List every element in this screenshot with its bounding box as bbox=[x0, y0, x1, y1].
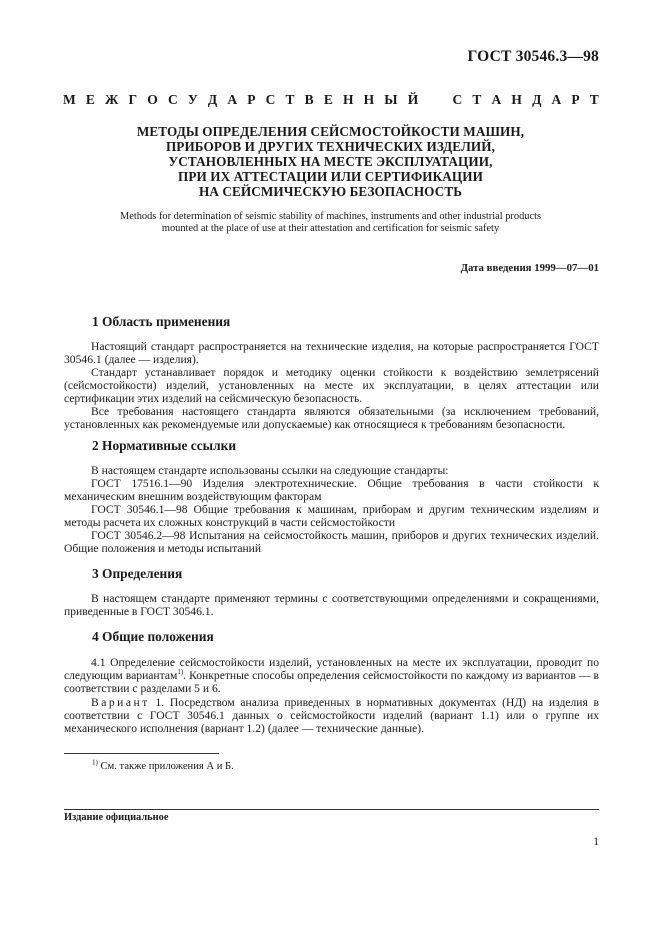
standard-banner bbox=[63, 92, 599, 108]
banner-letter: Т bbox=[589, 92, 599, 107]
title-line: НА СЕЙСМИЧЕСКУЮ БЕЗОПАСНОСТЬ bbox=[198, 184, 463, 199]
banner-letter: Д bbox=[532, 92, 542, 107]
banner-letter: Т bbox=[285, 92, 295, 107]
english-title bbox=[0, 211, 661, 235]
footnote-reference: 1) bbox=[177, 668, 184, 677]
banner-letter: У bbox=[187, 92, 198, 107]
banner-word-gap bbox=[428, 92, 442, 108]
banner-letter: Т bbox=[472, 92, 482, 107]
paragraph-text: 4.1 Определение сейсмостойкости изделий, установленных на месте их эксплуатации, проводит по следующим вариантам bbox=[64, 656, 599, 683]
section-1-paragraph: Стандарт устанавливает порядок и методику оценки стойкости к воздействию землетрясений (сейсмостойкости) изделий, установленных на месте их эксплуатации, в целях аттестации или сертификации этих изделий на сейсмическую безопасность. bbox=[64, 366, 599, 406]
banner-letter: В bbox=[304, 92, 314, 107]
section-1-paragraph: Настоящий стандарт распространяется на технические изделия, на которые распространяется ГОСТ 30546.1 (далее — изделия). bbox=[64, 340, 599, 367]
section-4-paragraph bbox=[64, 656, 599, 696]
banner-letter: М bbox=[63, 92, 76, 107]
section-4-variant-paragraph bbox=[64, 696, 599, 736]
section-3-paragraph: В настоящем стандарте применяют термины с соответствующими определениями и сокращениями, приведенные в ГОСТ 30546.1. bbox=[64, 592, 599, 619]
title-line: ПРИ ИХ АТТЕСТАЦИИ ИЛИ СЕРТИФИКАЦИИ bbox=[177, 169, 484, 184]
banner-letter: С bbox=[452, 92, 463, 107]
document-code: ГОСТ 30546.3—98 bbox=[467, 48, 599, 65]
english-title-line: Methods for determination of seismic stability of machines, instruments and other industrial products bbox=[119, 211, 542, 222]
banner-letter: Н bbox=[363, 92, 375, 107]
reference-item: ГОСТ 30546.1—98 Общие требования к машинам, приборам и другим техническим изделиям и методы расчета их сложных конструкций в части сейсмостойкости bbox=[64, 503, 599, 530]
banner-letter: Р bbox=[247, 92, 256, 107]
title-line: ПРИБОРОВ И ДРУГИХ ТЕХНИЧЕСКИХ ИЗДЕЛИЙ, bbox=[165, 139, 496, 154]
banner-letter: Й bbox=[407, 92, 419, 107]
official-edition-label: Издание официальное bbox=[64, 812, 169, 823]
section-1-paragraph: Все требования настоящего стандарта являются обязательными (за исключением требований, установленных как рекомендуемые или допускаемые) как относящиеся к требованиям безопасности. bbox=[64, 405, 599, 432]
footnote-divider bbox=[64, 753, 219, 754]
banner-letter: С bbox=[265, 92, 276, 107]
variant-word: Вариант bbox=[91, 696, 150, 709]
section-4-heading: 4 Общие положения bbox=[92, 629, 214, 644]
section-1-heading: 1 Область применения bbox=[92, 314, 231, 329]
english-title-line: mounted at the place of use at their attestation and certification for seismic safety bbox=[161, 223, 500, 234]
section-2-paragraph: В настоящем стандарте использованы ссылки на следующие стандарты: bbox=[91, 464, 449, 477]
title-line: УСТАНОВЛЕННЫХ НА МЕСТЕ ЭКСПЛУАТАЦИИ, bbox=[168, 154, 493, 169]
banner-letter: Ы bbox=[384, 92, 398, 107]
banner-letter: Ж bbox=[105, 92, 119, 107]
title-line: МЕТОДЫ ОПРЕДЕЛЕНИЯ СЕЙСМОСТОЙКОСТИ МАШИН, bbox=[136, 124, 525, 139]
banner-letter: Г bbox=[128, 92, 138, 107]
footer-divider bbox=[64, 809, 599, 810]
banner-letter: А bbox=[491, 92, 502, 107]
document-title bbox=[0, 124, 661, 199]
page-number: 1 bbox=[593, 835, 599, 848]
section-3-heading: 3 Определения bbox=[92, 566, 183, 581]
footnote bbox=[92, 758, 234, 772]
paragraph-text: . Конкретные способы определения сейсмостойкости по каждому из вариантов — в соответствии с разделами 5 и 6. bbox=[64, 669, 599, 696]
reference-item: ГОСТ 17516.1—90 Изделия электротехнические. Общие требования в части стойкости к механическим внешним воздействующим факторам bbox=[64, 477, 599, 504]
footnote-mark: 1) bbox=[92, 758, 98, 767]
paragraph-text: 1. Посредством анализа приведенных в нормативных документах (НД) на изделия в соответствии с ГОСТ 30546.1 данных о сейсмостойкости изделий (вариант 1.1) или о группе их механического исполнения (вариант 1.2) (далее — технические данные). bbox=[64, 696, 599, 736]
reference-item: ГОСТ 30546.2—98 Испытания на сейсмостойкость машин, приборов и других технических изделий. Общие положения и методы испытаний bbox=[64, 529, 599, 556]
introduction-date: Дата введения 1999—07—01 bbox=[460, 262, 599, 274]
banner-letter: Н bbox=[511, 92, 522, 107]
banner-letter: Е bbox=[323, 92, 333, 107]
banner-letter: Р bbox=[571, 92, 580, 107]
banner-letter: С bbox=[167, 92, 178, 107]
banner-letter: А bbox=[551, 92, 562, 107]
banner-letter: А bbox=[227, 92, 238, 107]
banner-letter: Н bbox=[342, 92, 354, 107]
banner-letter: Е bbox=[85, 92, 95, 107]
section-2-heading: 2 Нормативные ссылки bbox=[92, 438, 237, 453]
footnote-text: См. также приложения А и Б. bbox=[97, 761, 234, 772]
banner-letter: Д bbox=[207, 92, 218, 107]
banner-letter: О bbox=[147, 92, 158, 107]
